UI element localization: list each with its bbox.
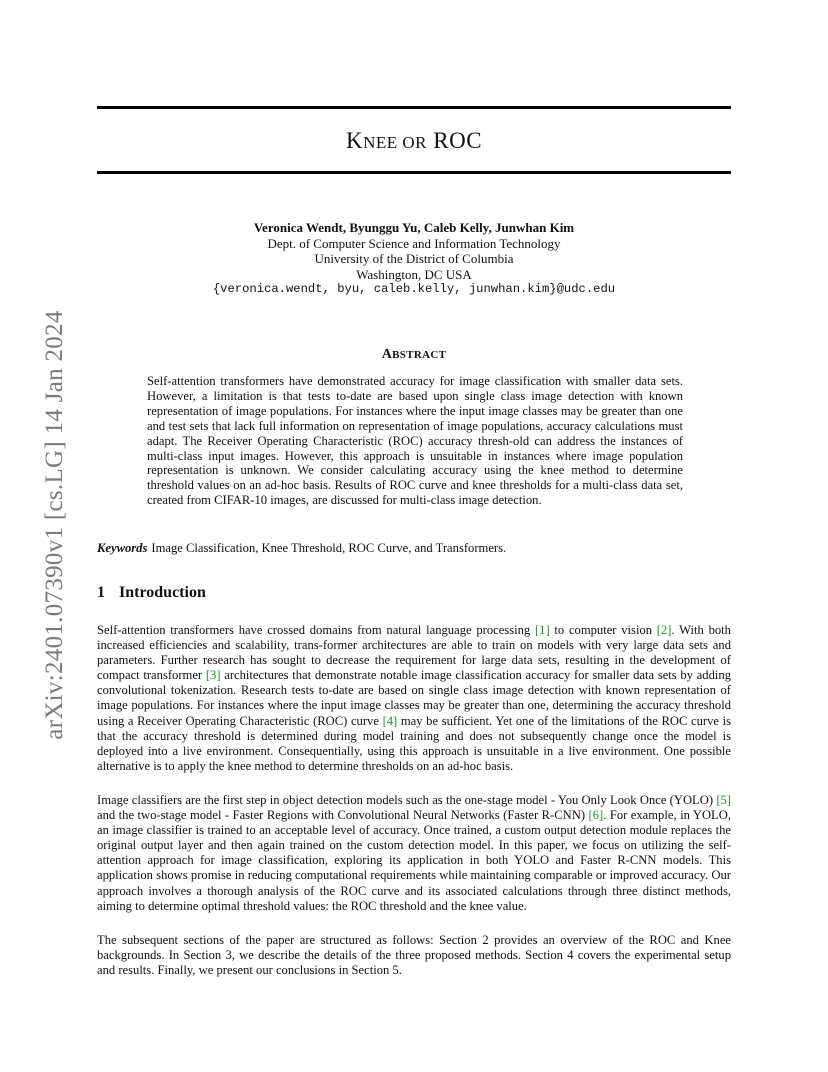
title-rule-bottom [97,171,731,174]
keywords-label: Keywords [97,541,148,555]
citation-link-1[interactable]: [1] [534,623,550,637]
author-university: University of the District of Columbia [314,251,514,266]
citation-link-4[interactable]: [4] [382,713,398,728]
intro-paragraph-3: The subsequent sections of the paper are structured as follows: Section 2 provides an overview of the ROC and Knee backgrounds. In Section 3, we describe the details of the three proposed methods. Section 4 covers the experimental setup and results. Finally, we present our conclusions in Section 5. [97,933,731,978]
title-rule-top [97,106,731,109]
author-block [97,220,731,298]
paper-title: KNEE OR ROC [345,128,483,153]
section-title: Introduction [119,584,206,601]
keywords-text: Image Classification, Knee Threshold, ROC Curve, and Transformers. [151,541,507,555]
abstract-text: Self-attention transformers have demonstrated accuracy for image classification with smaller data sets. However, a limitation is that tests to-date are based upon single class image detection with known representation of image populations. For instances where the input image classes may be greater than one and test sets that lack full information on representation of image populations, accuracy calculations must adapt. The Receiver Operating Characteristic (ROC) accuracy thresh-old can address the instances of multi-class input images. However, this approach is unsuitable in instances where image population representation is unknown. We consider calculating accuracy using the knee method to determine threshold values on an ad-hoc basis. Results of ROC curve and knee thresholds for a multi-class data set, created from CIFAR-10 images, are discussed for multi-class image detection. [147,374,683,508]
intro-paragraph-1: Self-attention transformers have crossed domains from natural language processing [1] to computer vision [2]. With both increased efficiencies and scalability, trans-former architectures are able to train on models with very large data sets and parameters. Further research has sought to decrease the requirement for large data sets, resulting in the development of compact transformer [3] architectures that demonstrate notable image classification accuracy for smaller data sets by adding convolutional tokenization. Research tests to-date are based on single class image detection with known representation of image populations. For instances where the input image classes may be greater than one, determining the accuracy threshold using a Receiver Operating Characteristic (ROC) curve [4] may be sufficient. Yet one of the limitations of the ROC curve is that the accuracy threshold is determined during model training and does not subsequently change once the model is deployed into a live environment. Consequentially, using this approach is unsuitable in a live environment. One possible alternative is to apply the knee method to determine thresholds on an ad-hoc basis. [97,623,731,773]
citation-link-2[interactable]: [2] [656,623,672,637]
arxiv-margin-stamp [40,290,70,760]
keywords-line [97,541,731,556]
author-names: Veronica Wendt, Byunggu Yu, Caleb Kelly, Junwhan Kim [253,220,575,235]
author-emails: {veronica.wendt, byu, caleb.kelly, junwhan.kim}@udc.edu [212,282,616,296]
citation-link-6[interactable]: [6] [588,808,604,823]
author-department: Dept. of Computer Science and Information Technology [267,235,561,251]
citation-link-5[interactable]: [5] [716,793,731,807]
abstract-heading: ABSTRACT [381,347,447,362]
section-number: 1 [97,584,105,601]
author-location: Washington, DC USA [356,266,472,282]
arxiv-stamp-text: arXiv:2401.07390v1 [cs.LG] 14 Jan 2024 [41,310,68,740]
section-heading-introduction [97,584,206,602]
intro-paragraph-2: Image classifiers are the first step in object detection models such as the one-stage model - You Only Look Once (YOLO) [5] and the two-stage model - Faster Regions with Convolutional Neural Networks (Faster R-CNN) [6]. For example, in YOLO, an image classifier is trained to an acceptable level of accuracy. Once trained, a custom output detection module replaces the original output layer and then again trained on the custom detection model. In this paper, we focus on utilizing the self-attention approach for image classification, exploring its application in both YOLO and Faster R-CNN models. This application shows promise in reducing computational requirements while maintaining comparable or improved accuracy. Our approach involves a thorough analysis of the ROC curve and its associated calculations through three distinct methods, aiming to determine optimal threshold values: the ROC threshold and the knee value. [97,793,731,913]
citation-link-3[interactable]: [3] [205,668,221,683]
